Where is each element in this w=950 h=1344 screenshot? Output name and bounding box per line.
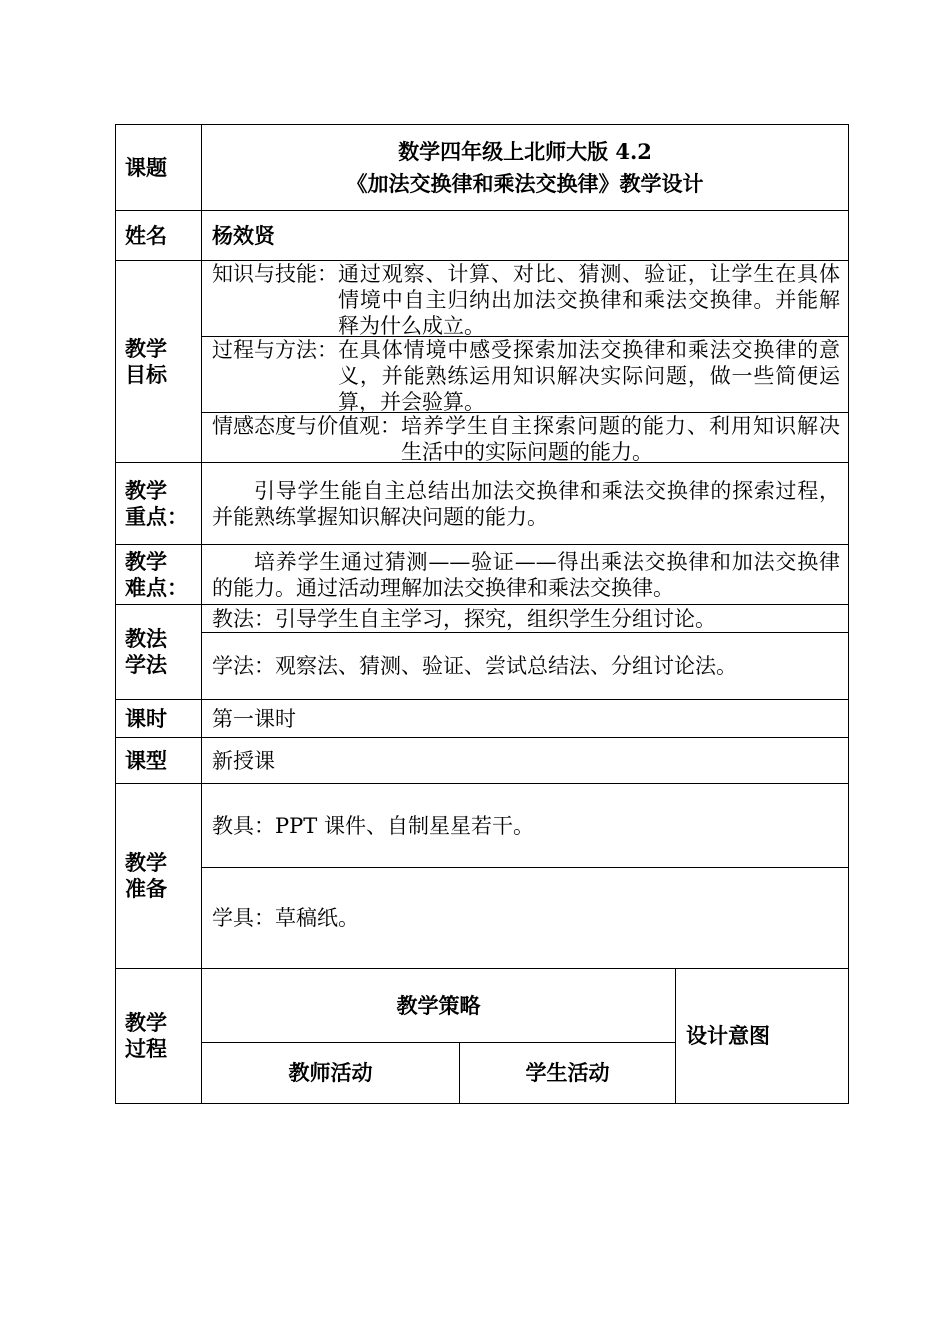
goals-row xyxy=(116,261,849,463)
process-label-line-2: 过程 xyxy=(125,1036,167,1061)
method-label xyxy=(116,605,202,700)
learn-method-value: 学法：观察法、猜测、验证、尝试总结法、分组讨论法。 xyxy=(202,633,849,700)
design-header: 设计意图 xyxy=(676,969,849,1104)
type-label: 课型 xyxy=(116,738,202,784)
difficulty-row xyxy=(116,545,849,605)
goal-process-body: 在具体情境中感受探索加法交换律和乘法交换律的意义，并能熟练运用知识解决实际问题，做一些简便运算，并会验算。 xyxy=(338,338,841,414)
teach-method-value: 教法：引导学生自主学习，探究，组织学生分组讨论。 xyxy=(202,605,849,633)
goal-process-head: 过程与方法： xyxy=(212,338,338,362)
student-activity-header: 学生活动 xyxy=(460,1043,676,1104)
goal-knowledge xyxy=(202,261,848,337)
period-label: 课时 xyxy=(116,700,202,738)
teacher-tools-row xyxy=(116,784,849,868)
type-row xyxy=(116,738,849,784)
prep-label-line-1: 教学 xyxy=(125,850,167,875)
title-line-2: 《加法交换律和乘法交换律》教学设计 xyxy=(346,170,704,196)
method-label-line-1: 教法 xyxy=(125,626,167,651)
key-point-row xyxy=(116,463,849,545)
name-label: 姓名 xyxy=(116,211,202,261)
key-point-label xyxy=(116,463,202,545)
period-value: 第一课时 xyxy=(202,700,849,738)
teacher-tools-value: 教具：PPT 课件、自制星星若干。 xyxy=(202,784,849,868)
difficulty-label-line-1: 教学 xyxy=(125,548,167,574)
topic-row xyxy=(116,125,849,211)
goal-attitude-head: 情感态度与价值观： xyxy=(212,414,401,438)
process-label xyxy=(116,969,202,1104)
difficulty-label-line-2: 难点： xyxy=(125,574,188,600)
goals-cell xyxy=(202,261,849,463)
key-point-label-line-2: 重点： xyxy=(125,503,188,529)
goals-label xyxy=(116,261,202,463)
student-tools-row xyxy=(116,868,849,969)
method-label-line-2: 学法 xyxy=(125,652,167,677)
teacher-activity-header: 教师活动 xyxy=(202,1043,460,1104)
key-point-label-line-1: 教学 xyxy=(125,477,167,503)
process-label-line-1: 教学 xyxy=(125,1010,167,1035)
name-row xyxy=(116,211,849,261)
strategy-header: 教学策略 xyxy=(202,969,676,1043)
type-value: 新授课 xyxy=(202,738,849,784)
period-row xyxy=(116,700,849,738)
goals-label-line-1: 教学 xyxy=(125,335,167,361)
topic-label: 课题 xyxy=(116,125,202,211)
difficulty-value: 培养学生通过猜测——验证——得出乘法交换律和加法交换律的能力。通过活动理解加法交换律和乘法交换律。 xyxy=(202,545,849,605)
difficulty-label xyxy=(116,545,202,605)
key-point-value: 引导学生能自主总结出加法交换律和乘法交换律的探索过程，并能熟练掌握知识解决问题的能力。 xyxy=(202,463,849,545)
goal-knowledge-head: 知识与技能： xyxy=(212,262,338,286)
learn-method-row xyxy=(116,633,849,700)
name-value: 杨效贤 xyxy=(202,211,849,261)
prep-label xyxy=(116,784,202,969)
teach-method-row xyxy=(116,605,849,633)
goal-attitude xyxy=(202,413,848,462)
student-tools-value: 学具：草稿纸。 xyxy=(202,868,849,969)
prep-label-line-2: 准备 xyxy=(125,876,167,901)
goal-process xyxy=(202,337,848,413)
goal-attitude-body: 培养学生自主探索问题的能力、利用知识解决生活中的实际问题的能力。 xyxy=(401,414,841,464)
title-line-1: 数学四年级上北师大版 4.2 xyxy=(398,138,652,164)
process-header-row xyxy=(116,969,849,1043)
goals-label-line-2: 目标 xyxy=(125,361,167,387)
goal-knowledge-body: 通过观察、计算、对比、猜测、验证，让学生在具体情境中自主归纳出加法交换律和乘法交换律。并能解释为什么成立。 xyxy=(338,262,841,338)
title-cell xyxy=(202,125,849,211)
lesson-plan-table xyxy=(115,124,849,1104)
